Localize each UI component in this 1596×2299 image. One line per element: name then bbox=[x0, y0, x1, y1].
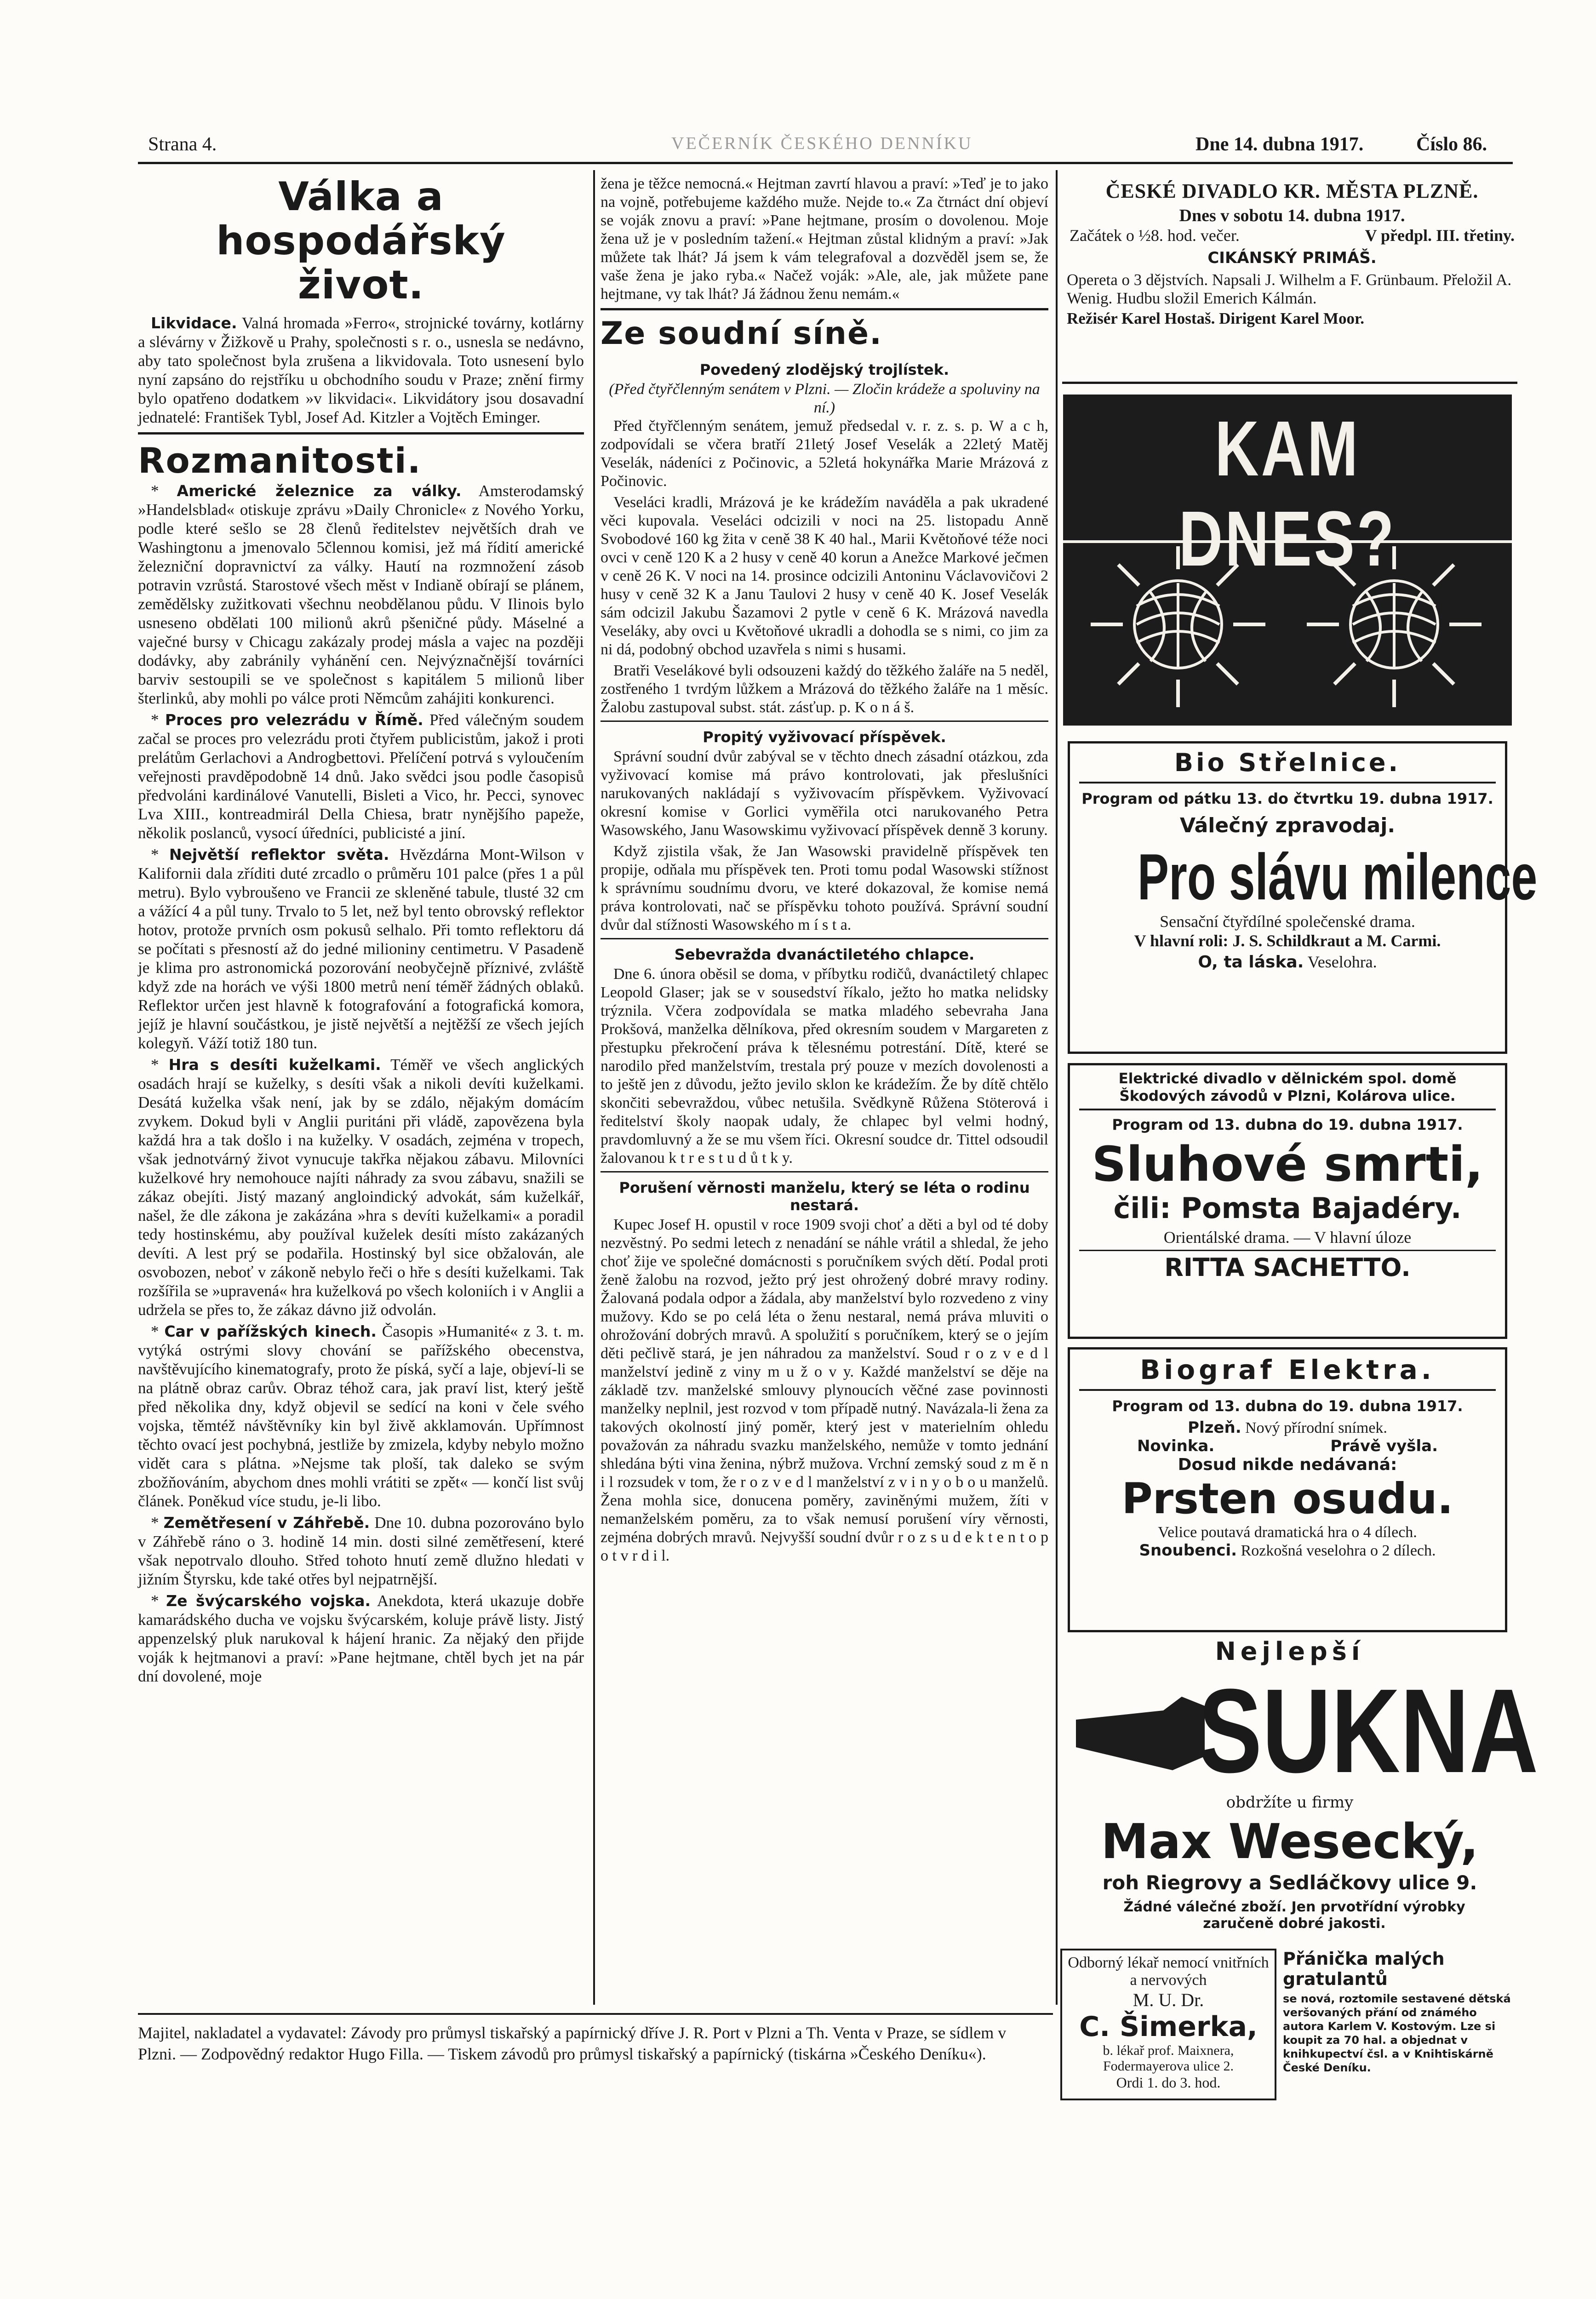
article-item: * Zemětřesení v Záhřebě. Dne 10. dubna pozorováno bylo v Záhřebě ráno o 3. hodině 14 min. dosti silné zemětřesení, které však nepotrvalo dlouho. Střed tohoto hnutí země dlužno hledati v jižním Štyrsku, kde také otřes byl nejpatrnější. bbox=[138, 1514, 584, 1588]
article-item: * Největší reflektor světa. Hvězdárna Mont-Wilson v Kalifornii dala zříditi duté zrcadlo o průměru 101 palce (přes 1 a půl metru). Bylo vybroušeno ve Francii ze skleněné tabule, tlusté 32 cm a vážící 4 a půl tuny. Trvalo to 5 let, než byl tento obrovský reflektor hotov, protože prvních osm pokusů selhalo. Při tomto reflektoru dá se počítati s přesností až do jedné milioniny centimetru. V Pasadeně je klima pro astronomická pozorování neobyčejně příznivé, zvláště když zde na horách ve výši 1800 metrů není téměř žádných oblaků. Reflektor určen jest hlavně k fotografování a fotografická komora, jejíž je hlavní součástkou, je jistě největší a nejtěžší ze všech jejích kolegyň. Váží totiž 180 tun. bbox=[138, 846, 584, 1052]
theatre-ad bbox=[1067, 179, 1517, 328]
article-subtitle: (Před čtyřčlenným senátem v Plzni. — Zločin krádeže a spoluviny na ní.) bbox=[609, 381, 1040, 416]
theatre-date: Dnes v sobotu 14. dubna 1917. bbox=[1179, 206, 1405, 225]
film-genre: Sensační čtyřdílné společenské drama. bbox=[1160, 912, 1415, 931]
cinema-name: Biograf Elektra. bbox=[1079, 1354, 1496, 1391]
article-item: * Car v pařížských kinech. Časopis »Humanité« z 3. t. m. vytýká ostrými slovy chování se pařížského obecenstva, navštěvujícího kinematografy, proto že píská, syčí a laje, objeví-li se na plátně obraz carův. Obraz téhož cara, jak praví list, který ještě před několika dny, když objevil se sedící na koni v čele svého vojska, těmtéž návštěvníky kin byl živě akklamován. Upřímnost těchto ovací jest pochybná, jestliže by zmizela, kdyby nebylo možno vidět cara s plátna. »Nejsme tak ploší, tak daleko se svým zbožňováním, abychom dnes mohli vrátiti se zpět« — končí list svůj článek. Poněkud více studu, je-li libo. bbox=[138, 1322, 584, 1510]
film-subtitle: čili: Pomsta Bajadéry. bbox=[1113, 1191, 1462, 1225]
article-paragraph: Před čtyřčlenným senátem, jemuž předsedal v. r. z. s. p. W a c h, zodpovídali se včera bratří 21letý Josef Veselák a 22letý Matěj Veselák, nádeníci z Počinovic, a 52letá hokynářka Marie Mrázová z Počinovic. bbox=[601, 417, 1048, 490]
sukna-obdrzite: obdržíte u firmy bbox=[1226, 1793, 1354, 1812]
elektricke-divadlo-ad bbox=[1068, 1063, 1507, 1339]
section-title-court: Ze soudní síně. bbox=[601, 315, 882, 352]
film-star: RITTA SACHETTO. bbox=[1079, 1250, 1496, 1282]
column-rule-2 bbox=[1056, 170, 1058, 2005]
film-title: Prsten osudu. bbox=[1121, 1474, 1453, 1523]
program-line: Novinka. Právě vyšla. bbox=[1137, 1437, 1438, 1455]
divider bbox=[601, 1171, 1048, 1172]
second-film: Snoubenci. Rozkošná veselohra o 2 dílech. bbox=[1139, 1541, 1436, 1560]
film-desc: Velice poutavá dramatická hra o 4 dílech. bbox=[1158, 1524, 1417, 1541]
column-2 bbox=[601, 175, 1048, 1568]
theatre-details: Opereta o 3 dějstvích. Napsali J. Wilhelm a F. Grünbaum. Přeložil A. Wenig. Hudbu složil Emerich Kálmán. bbox=[1067, 271, 1512, 307]
article-paragraph: Kupec Josef H. opustil v roce 1909 svoji choť a děti a byl od té doby nezvěstný. Po sedmi letech z nenadání se náhle vrátil a shledal, že jeho choť žije ve společné domácnosti s poručníkem svých dětí. Podal proti ženě žalobu na rozvod, ježto prý jest ohrožený dobré mravy rodiny. Žalovaná podala odpor a žádala, aby manželství bylo rozvedeno z viny mužovy. Kdo se po celá léta o ženu nestaral, nemá práva mluviti o ohrožování dobrých mravů. A spolužití s poručníkem, který se o jejím děti pečlivě stará, je jen náhradou za manželství. Soud r o z v e d l manželství jedině z viny m u ž o v y. Každé manželství se děje na základě tzv. manželské smlouvy plynoucích věčné zase povinnosti manželky neplnil, jest rozvod v tom případě nutný. Navázala-li žena za takových okolností jiný poměr, který jest v materielním ohledu považován za náhradu svazku manželského, nemůže v tomto jednání shledána býti vina ženina, nýbrž mužova. Vrchní zemský soud z m ě n i l rozsudek v tom, že r o z v e d l manželství z v i n y o b o u manželů. Žena mohla sice, donucena poměry, zaviněnými mužem, žíti v nemanželském poměru, za to však nemusí porušení víry věrnosti, zejména dobrých mravů. Nejvyšší soudní dvůr r o z s u d e k t e n t o p o t v r d i l. bbox=[601, 1216, 1048, 1564]
firm-address: roh Riegrovy a Sedláčkovy ulice 9. bbox=[1102, 1871, 1477, 1894]
issue-number: Číslo 86. bbox=[1416, 134, 1487, 155]
film-cast: V hlavní roli: J. S. Schildkraut a M. Carmi. bbox=[1134, 932, 1441, 950]
kam-dnes-title: KAM DNES? bbox=[1178, 405, 1396, 583]
article-continuation: žena je těžce nemocná.« Hejtman zavrtí hlavou a praví: »Teď je to jako na vojně, potřebujeme každého muže. Nejde to.« Za čtrnáct dní objeví se voják znovu a praví: »Pane hejtmane, prosím o dovolenou. Moje žena už je v posledním tažení.« Hejtman zůstal klidným a praví: »Jak můžete tak lhát? Já jsem k vám telegrafoval a dozvěděl jsem se, že vaše žena je jako ryba.« Načež voják: »Ale, ale, jak můžete pane hejtmane, vy tak lhát? Já žádnou ženu nemám.« bbox=[601, 175, 1048, 303]
theatre-play: CIKÁNSKÝ PRIMÁŠ. bbox=[1207, 249, 1377, 267]
premiere-label: Dosud nikde nedávaná: bbox=[1178, 1455, 1397, 1474]
program-dates: Program od 13. dubna do 19. dubna 1917. bbox=[1112, 1397, 1463, 1415]
page-number: Strana 4. bbox=[148, 134, 217, 155]
doctor-hours: Ordi 1. do 3. hod. bbox=[1116, 2074, 1221, 2091]
article-paragraph: Správní soudní dvůr zabýval se v těchto dnech zásadní otázkou, zda vyživovací komise má právo kontrolovati, jak přeslušníci narukovaných nakládají s vyživovacím příspěvkem. Vyživovací okresní komise v Gorlici vyměřila otci narukovaného Petra Wasowského, Janu Wasowskimu vyživovací příspěvek denně 3 koruny. bbox=[601, 748, 1048, 839]
biograf-elektra-ad bbox=[1068, 1347, 1507, 1632]
divider bbox=[601, 308, 1048, 310]
kam-dnes-banner bbox=[1063, 395, 1512, 726]
pranicka-text: se nová, roztomile sestavené dětská veršovaných přání od známého autora Karlem V. Kostovým. Lze si koupit za 70 hal. a objednat v knihkupectví čsl. a v Knihtiskárně České Deníku. bbox=[1283, 1992, 1511, 2074]
film-title: Sluhové smrti, bbox=[1092, 1136, 1483, 1192]
footer-rule bbox=[138, 2013, 1053, 2015]
film-title: Pro slávu milence bbox=[1137, 841, 1538, 914]
article-title: Propitý vyživovací příspěvek. bbox=[703, 728, 946, 746]
article-likvidace: Likvidace. Valná hromada »Ferro«, strojnické továrny, kotlárny a slévárny v Žižkově u Prahy, společnosti s r. o., usnesla se nedávno, aby tato společnost byla zrušena a likvidovala. Toto usnesení bylo nyní zapsáno do rejstříku u obchodního soudu v Praze; znění firmy bylo opatřeno dodatkem »v likvidaci«. Likvidátory jsou dosavadní jednatelé: František Tybl, Josef Ad. Kitzler a Vojtěch Eminger. bbox=[138, 314, 584, 426]
article-item: * Proces pro velezrádu v Římě. Před válečným soudem začal se proces pro velezrádu proti čtyřem publicistům, jakož i proti prelátům Gerlachovi a Androgbettovi. Přelíčení potrvá s vyloučením veřejnosti pravděpodobně 14 dnů. Jako svědci jsou podle časopisů předvoláni kardinálové Vanutelli, Bisleti a Vico, hr. Pecci, synovec Lva XIII., kontreadmirál Della Chiesa, bratr nynějšího papeže, několik poslanců, vysocí úředníci, publicisté a jiní. bbox=[138, 711, 584, 842]
header-rule bbox=[138, 162, 1513, 164]
program-dates: Program od pátku 13. do čtvrtku 19. dubna 1917. bbox=[1081, 790, 1493, 807]
cinema-name: Bio Střelnice. bbox=[1079, 748, 1496, 783]
imprint bbox=[138, 2022, 1513, 2065]
film-genre: Orientálské drama. — V hlavní úloze bbox=[1163, 1228, 1412, 1247]
divider bbox=[138, 432, 584, 435]
doctor-specialty: Odborný lékař nemocí vnitřních a nervových bbox=[1068, 1954, 1269, 1989]
article-paragraph: Veseláci kradli, Mrázová je ke krádežím naváděla a pak ukradené věci kupovala. Veseláci odcizili v noci na 25. listopadu Anně Svobodové 160 kg žita v ceně 38 K 40 hal., Marii Květoňové téže noci ovci v ceně 120 K a 2 husy v ceně 40 korun a Anežce Markové ječmen v ceně 26 K. V noci na 14. prosince odcizili Antoninu Václavovičovi 2 husy v ceně 32 K a Janu Taulovi 2 husy v ceně 40 K. Josef Veselák sám odcizil Jakubu Šazamovi 2 pytle v ceně 6 K. Mrázová navedla Veseláky, aby ovci u Květoňové ukradli a dohodla se s nimi, co jim za ni dá, podobný obchod uzavřela s nimi s husami. bbox=[601, 494, 1048, 658]
program-dates: Program od 13. dubna do 19. dubna 1917. bbox=[1112, 1116, 1463, 1133]
firm-name: Max Wesecký, bbox=[1101, 1813, 1479, 1870]
article-paragraph: Dne 6. února oběsil se doma, v příbytku rodičů, dvanáctiletý chlapec Leopold Glaser; jak se v sousedství říkalo, ježto ho matka nelidsky trýznila. Včera zodpovídala se matka mladého sebevraha Jana Prokšová, manželka dělníkova, před okresním soudem v Margareten z přestupku překročení práva k tělesnému potrestání. Dítě, které se narodilo před manželstvím, trestala prý pouze v mezích dovolenosti a to ještě jen z důvodu, ježto jevilo sklon ke krádežím. Že by dítě chtělo skončiti sebevraždou, vůbec netušila. Svědkyně Růžena Stöterová i ředitelství školy naopak udaly, že chlapec byl velmi hodný, pravdomluvný a že se mu všem říci. Okresní soudce dr. Tittel odsoudil žalovanou k t r e s t u d ů t k y. bbox=[601, 966, 1048, 1167]
article-title: Povedený zlodějský trojlístek. bbox=[699, 361, 950, 378]
section-title-rozmanitosti: Rozmanitosti. bbox=[138, 440, 422, 481]
doctor-address: b. lékař prof. Maixnera, Fodermayerova ulice 2. bbox=[1103, 2043, 1234, 2074]
issue-date: Dne 14. dubna 1917. bbox=[1196, 134, 1364, 155]
sukna-word: SUKNA bbox=[1198, 1664, 1539, 1798]
lamps-illustration bbox=[1063, 514, 1512, 726]
column-rule-1 bbox=[593, 170, 595, 2005]
article-item: * Americké železnice za války. Amsterodamský »Handelsblad« otiskuje zprávu »Daily Chronicle« z Nového Yorku, podle které sešlo se 28 členů ředitelstev největších drah ve Washingtonu a jmenovalo 5člennou komisi, jež má řídití americké železniční dopravnictví za války. Hautí na rozmnožení zásob potravin vzrůstá. Starostové všech měst v Indianě obírají se plánem, zemědělsky zužitkovati všechnu neobdělanou půdu. V Ilinois bylo usneseno obdělati 100 milionů akrů pšeničné půdy. Máselné a vaječné bursy v Chicagu zakázaly prodej másla a vajec na později dodávky, aby zabránily vyhánění cen. Nejvýznačnější továrníci barviv sestoupili se ve společnost s kapitálem 5 milionů liber šterlinků, aby mohli po válce proti Němcům zahájiti konkurenci. bbox=[138, 482, 584, 707]
divider bbox=[1062, 382, 1517, 384]
article-paragraph: Bratři Veselákové byli odsouzeni každý do těžkého žaláře na 5 neděl, zostřeného 1 tvrdým lůžkem a Mrázová do těžkého žaláře na 1 měsíc. Žalobu zastupoval subst. stát. zásťup. p. K o n á š. bbox=[601, 662, 1048, 716]
pranicka-title: Přánička malých gratulantů bbox=[1283, 1949, 1445, 1989]
sukna-best: Nejlepší bbox=[1215, 1637, 1365, 1666]
divider bbox=[601, 721, 1048, 722]
hand-icon bbox=[1071, 1678, 1209, 1789]
doctor-title: M. U. Dr. bbox=[1133, 1990, 1204, 2010]
theatre-staff: Režisér Karel Hostaš. Dirigent Karel Moor. bbox=[1067, 309, 1365, 327]
second-film: O, ta láska. Veselohra. bbox=[1198, 953, 1377, 972]
imprint-line-1: Majitel, nakladatel a vydavatel: Závody pro průmysl tiskařský a papírnický dříve J. R. Port v Plzni a Th. Venta v Praze, se sídlem v bbox=[138, 2024, 1007, 2042]
article-item: * Ze švýcarského vojska. Anekdota, která ukazuje dobře kamarádského ducha ve vojsku švýcarském, koluje právě listy. Jistý appenzelský pluk narukoval k hájení hranic. Za nějaký den přijde voják k hejtmanovi a praví: »Pane hejtmane, chtěl bych jet na pár dní dovolené, moje bbox=[138, 1592, 584, 1685]
theatre-start: Začátek o ½8. hod. večer. V předpl. III. třetiny. bbox=[1070, 226, 1515, 245]
cinema-name: Elektrické divadlo v dělnickém spol. domě Škodových závodů v Plzni, Kolárova ulice. bbox=[1079, 1070, 1496, 1110]
program-line: Plzeň. Nový přírodní snímek. bbox=[1188, 1418, 1387, 1437]
theatre-name: ČESKÉ DIVADLO KR. MĚSTA PLZNĚ. bbox=[1105, 180, 1479, 202]
divider bbox=[601, 938, 1048, 939]
article-title: Porušení věrnosti manželu, který se léta o rodinu nestará. bbox=[619, 1179, 1030, 1214]
doctor-name: C. Šimerka, bbox=[1079, 2011, 1258, 2043]
section-title-war-economy: Válka a hospodářský život. bbox=[216, 174, 506, 308]
article-title: Sebevražda dvanáctiletého chlapce. bbox=[674, 946, 975, 963]
masthead: VEČERNÍK ČESKÉHO DENNÍKU bbox=[671, 134, 973, 153]
article-paragraph: Když zjistila však, že Jan Wasowski pravidelně příspěvek ten propije, odňala mu příspěvek ten. Proti tomu podal Wasowski stížnost k správnímu soudnímu dvoru, ve které dokazoval, že komise nemá práva kontrolovati, nač se příspěvku tohoto používá. Správní soudní dvůr dal stížnosti Wasowského m í s t a. bbox=[601, 843, 1048, 933]
column-1 bbox=[138, 175, 584, 1688]
newsreel: Válečný zpravodaj. bbox=[1179, 814, 1396, 837]
imprint-line-2: Plzni. — Zodpovědný redaktor Hugo Filla. — Tiskem závodů pro průmysl tiskařský a papírnický (tiskárna »Českého Deníku«). bbox=[138, 2045, 986, 2063]
bio-strelnice-ad bbox=[1068, 741, 1538, 1054]
firm-note: Žádné válečné zboží. Jen prvotřídní výrobky zaručeně dobré jakosti. bbox=[1123, 1899, 1465, 1932]
sukna-ad bbox=[1062, 1637, 1539, 1940]
article-item: * Hra s desíti kuželkami. Téměř ve všech anglických osadách hrají se kuželky, s desíti však a nikoli devíti kuželkami. Desátá kuželka však není, jak by se zdálo, nějakým domácím zvykem. Dokud byli v Anglii puritáni při vládě, zapovězena byla každá hra a tak došlo i na kuželky. V osadách, zejména v tropech, však jednotvárný život vynucuje takřka nějakou zábavu. Milovníci kuželkové hry nemohouce najíti náhrady za svou zábavu, snažili se zákaz obejíti. Jistý mazaný angloindický advokát, sám kuželkář, našel, že dle zákona je zakázána »hra s devíti kuželkami« a poradil tedy hostinskému, aby používal kuželek desíti místo zakázaných devíti. A lest prý se podařila. Hostinský byl sice obžalován, ale osvobozen, neboť v zákoně nebylo řeči o hře s desíti kuželkami. Tak rozšířila se »upravená« hra kuželková po všech koloniích i v Anglii a udržela se přes to, že zákaz dávno již odvolán. bbox=[138, 1056, 584, 1319]
